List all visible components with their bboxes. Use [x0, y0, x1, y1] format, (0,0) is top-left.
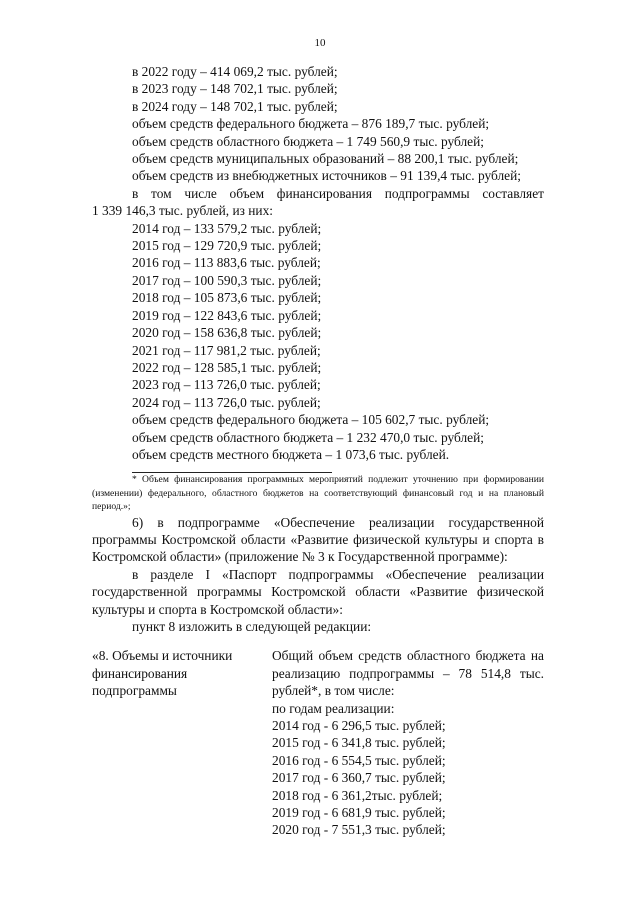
list-item: 2022 год – 128 585,1 тыс. рублей;: [132, 359, 322, 375]
list-item: объем средств из внебюджетных источников – 91 139,4 тыс. рублей;: [132, 168, 521, 184]
list-item: в 2023 году – 148 702,1 тыс. рублей;: [132, 81, 338, 97]
table-right-intro: Общий объем средств областного бюджета на реализацию подпрограммы – 78 514,8 тыс. рублей*, в том числе:: [272, 648, 544, 699]
paragraph-point-8: пункт 8 изложить в следующей редакции:: [132, 619, 372, 634]
table-left-cell: «8. Объемы и источники финансирования подпрограммы: [92, 648, 233, 699]
list-item: объем средств муниципальных образований – 88 200,1 тыс. рублей;: [132, 151, 519, 167]
paragraph-6: 6) в подпрограмме «Обеспечение реализации государственной программы Костромской области «Развитие физической культуры и спорта в Костромской области» (приложение № 3 к Государственной программе):: [92, 514, 544, 565]
list-item: 2020 год - 7 551,3 тыс. рублей;: [272, 822, 446, 838]
list-item: 2014 год - 6 296,5 тыс. рублей;: [272, 718, 446, 734]
list-item: 2019 год – 122 843,6 тыс. рублей;: [132, 307, 322, 323]
list-item: в 2022 году – 414 069,2 тыс. рублей;: [132, 64, 338, 79]
list-item: 2016 год - 6 554,5 тыс. рублей;: [272, 752, 446, 768]
list-item: 2016 год – 113 883,6 тыс. рублей;: [132, 255, 321, 271]
paragraph-section: в разделе I «Паспорт подпрограммы «Обеспечение реализации государственной программы Костромской области «Развитие физической культуры и спорта в Костромской области»:: [92, 566, 544, 617]
list-item: объем средств федерального бюджета – 876 189,7 тыс. рублей;: [132, 116, 490, 132]
list-item: 2018 год – 105 873,6 тыс. рублей;: [132, 290, 322, 306]
passport-table: [92, 647, 544, 838]
list-item: в 2024 году – 148 702,1 тыс. рублей;: [132, 98, 338, 114]
list-item: объем средств областного бюджета – 1 232 470,0 тыс. рублей;: [132, 429, 484, 445]
list-item: объем средств областного бюджета – 1 749 560,9 тыс. рублей;: [132, 133, 484, 149]
subprogram-total-line2: 1 339 146,3 тыс. рублей, из них:: [92, 203, 273, 219]
list-item: 2015 год – 129 720,9 тыс. рублей;: [132, 238, 322, 254]
table-right-cell: [272, 647, 544, 838]
table-right-by-years: по годам реализации:: [272, 700, 395, 716]
document-body: [92, 63, 544, 839]
years-list-b: [92, 220, 544, 411]
list-item: объем средств местного бюджета – 1 073,6 тыс. рублей.: [132, 446, 450, 462]
list-item: 2024 год – 113 726,0 тыс. рублей;: [132, 394, 321, 410]
list-item: 2017 год - 6 360,7 тыс. рублей;: [272, 770, 446, 786]
list-item: 2015 год - 6 341,8 тыс. рублей;: [272, 735, 446, 751]
list-item: 2021 год – 117 981,2 тыс. рублей;: [132, 342, 321, 358]
list-item: 2014 год – 133 579,2 тыс. рублей;: [132, 220, 322, 236]
footnote: * Объем финансирования программных мероприятий подлежит уточнению при формировании (изменении) федерального, областного бюджетов на соответствующий финансовый год и на плановый период.»;: [92, 474, 544, 513]
budget-list-b: [92, 411, 544, 463]
list-item: объем средств федерального бюджета – 105 602,7 тыс. рублей;: [132, 412, 490, 428]
list-item: 2019 год - 6 681,9 тыс. рублей;: [272, 805, 446, 821]
funding-list-a: [92, 63, 544, 185]
subprogram-total-line1: в том числе объем финансирования подпрограммы составляет: [132, 185, 544, 201]
page-number: 10: [314, 37, 326, 49]
list-item: 2023 год – 113 726,0 тыс. рублей;: [132, 377, 321, 393]
list-item: 2017 год – 100 590,3 тыс. рублей;: [132, 272, 322, 288]
list-item: 2020 год – 158 636,8 тыс. рублей;: [132, 325, 322, 341]
list-item: 2018 год - 6 361,2тыс. рублей;: [272, 787, 443, 803]
